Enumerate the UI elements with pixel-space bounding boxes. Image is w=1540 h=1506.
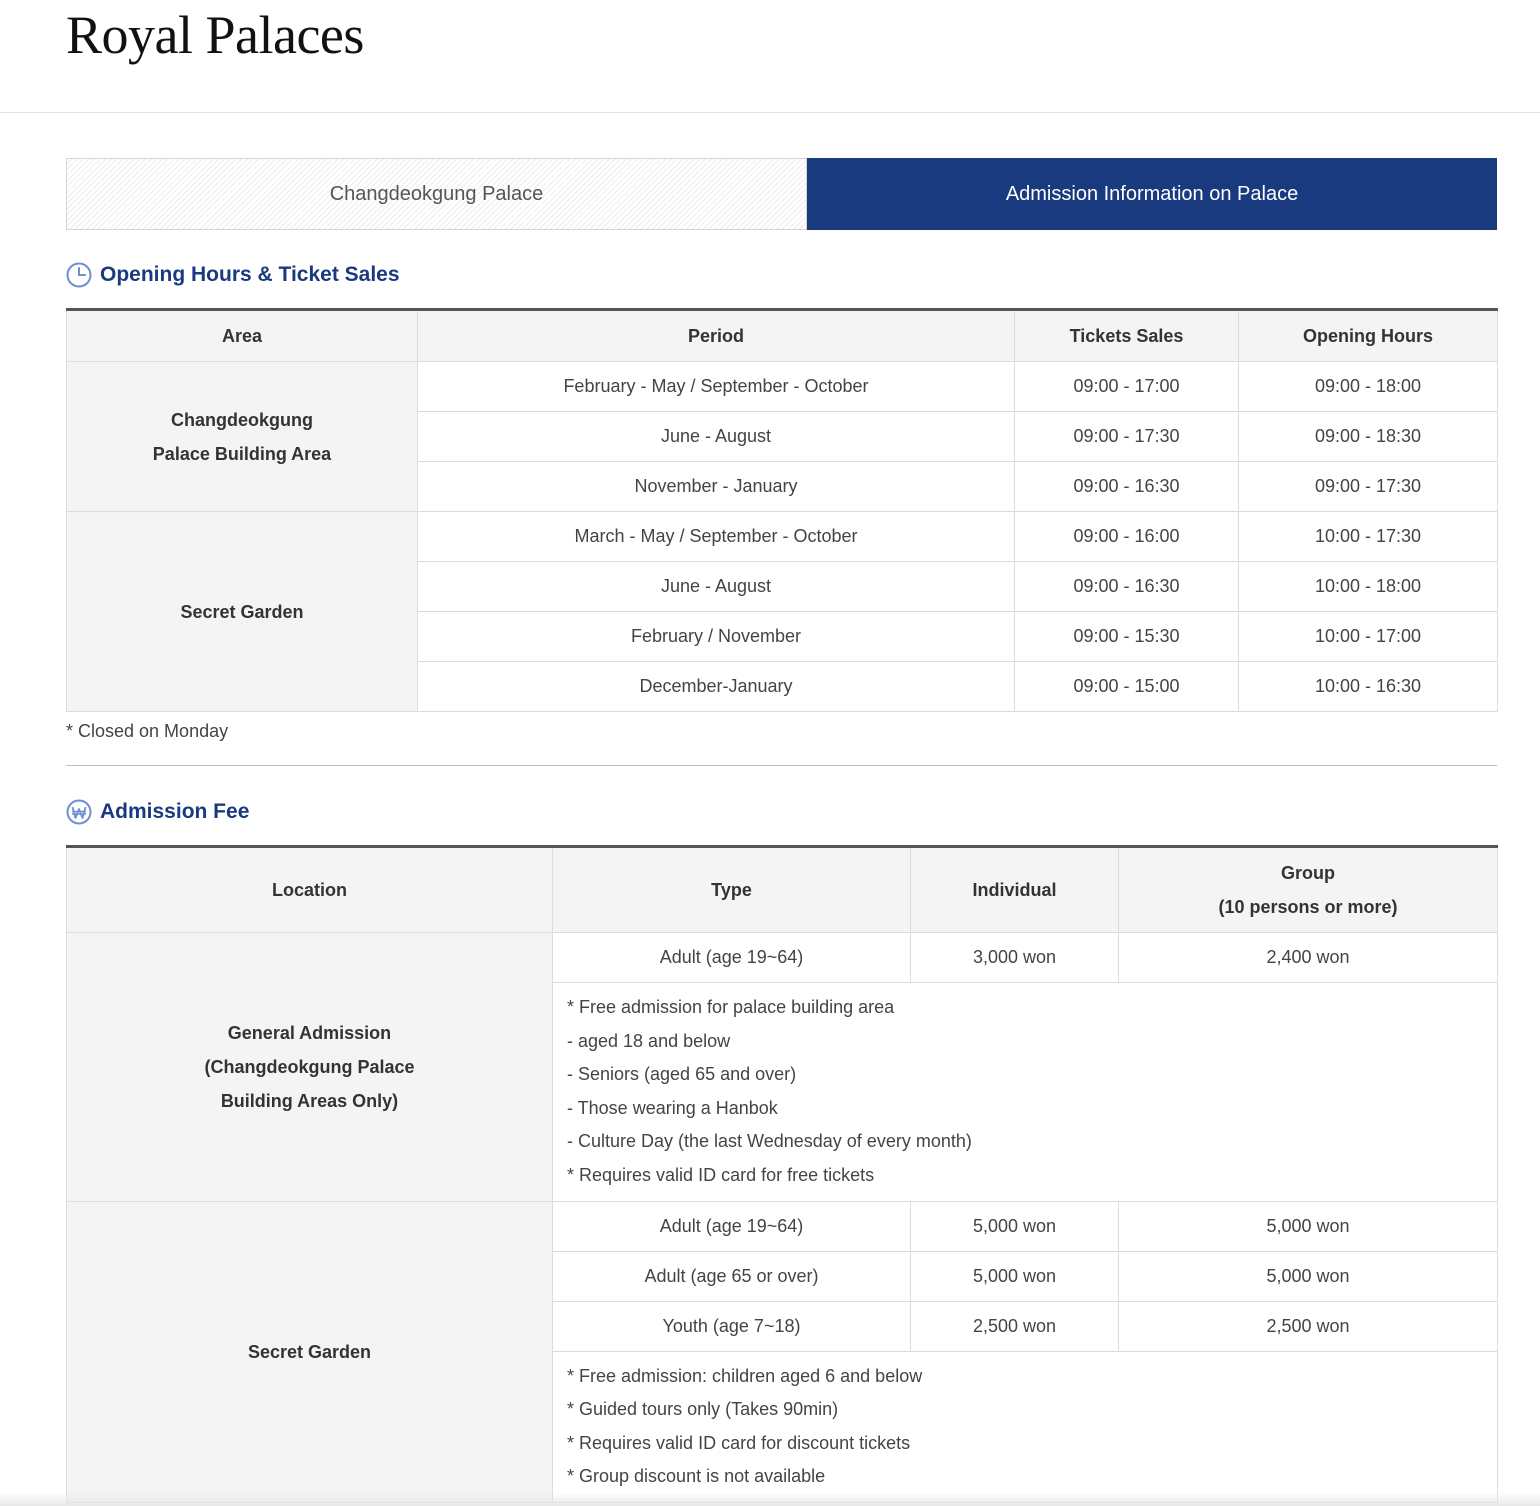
tab-bar <box>66 158 1497 230</box>
opening-cell: 10:00 - 16:30 <box>1239 662 1498 712</box>
note-line: * Guided tours only (Takes 90min) <box>567 1399 839 1420</box>
tickets-cell: 09:00 - 15:30 <box>1015 612 1239 662</box>
area-cell-secret-garden: Secret Garden <box>67 512 418 712</box>
period-cell: November - January <box>418 462 1015 512</box>
period-cell: March - May / September - October <box>418 512 1015 562</box>
header-type: Type <box>553 847 911 933</box>
header-individual: Individual <box>911 847 1119 933</box>
note-line: * Requires valid ID card for discount tickets <box>567 1432 911 1453</box>
tickets-cell: 09:00 - 17:30 <box>1015 412 1239 462</box>
location-name-line: (Changdeokgung Palace <box>204 1056 415 1077</box>
opening-hours-title-text: Opening Hours & Ticket Sales <box>100 263 400 286</box>
location-cell-secret-garden: Secret Garden <box>67 1201 553 1502</box>
note-line: - Culture Day (the last Wednesday of every month) <box>567 1131 972 1152</box>
group-cell: 5,000 won <box>1119 1201 1498 1251</box>
note-line: * Free admission: children aged 6 and below <box>567 1365 923 1386</box>
admission-fee-section-title <box>66 799 249 825</box>
area-name-line: Palace Building Area <box>152 443 332 464</box>
area-name-line: Changdeokgung <box>171 409 313 430</box>
admission-fee-title-text: Admission Fee <box>100 800 250 823</box>
group-cell: 2,500 won <box>1119 1301 1498 1351</box>
opening-cell: 09:00 - 18:30 <box>1239 412 1498 462</box>
individual-cell: 5,000 won <box>911 1251 1119 1301</box>
group-cell: 5,000 won <box>1119 1251 1498 1301</box>
clock-icon <box>66 262 92 288</box>
note-line: * Requires valid ID card for free tickets <box>567 1164 875 1185</box>
tickets-cell: 09:00 - 17:00 <box>1015 362 1239 412</box>
period-cell: February / November <box>418 612 1015 662</box>
closed-note: * Closed on Monday <box>66 721 229 741</box>
header-opening-hours: Opening Hours <box>1239 310 1498 362</box>
tickets-cell: 09:00 - 16:30 <box>1015 562 1239 612</box>
opening-cell: 10:00 - 17:30 <box>1239 512 1498 562</box>
type-cell: Adult (age 65 or over) <box>553 1251 911 1301</box>
type-cell: Adult (age 19~64) <box>553 1201 911 1251</box>
tickets-cell: 09:00 - 16:00 <box>1015 512 1239 562</box>
table-row <box>67 512 1498 562</box>
note-line: - aged 18 and below <box>567 1030 731 1051</box>
individual-cell: 3,000 won <box>911 933 1119 983</box>
tickets-cell: 09:00 - 16:30 <box>1015 462 1239 512</box>
location-name-line: Building Areas Only) <box>220 1090 399 1111</box>
period-cell: February - May / September - October <box>418 362 1015 412</box>
admission-fee-table <box>66 845 1498 1503</box>
header-period: Period <box>418 310 1015 362</box>
table-row <box>67 1201 1498 1251</box>
opening-hours-section-title <box>66 262 400 288</box>
area-cell-palace-building <box>67 362 418 512</box>
individual-cell: 2,500 won <box>911 1301 1119 1351</box>
opening-cell: 09:00 - 18:00 <box>1239 362 1498 412</box>
note-line: - Those wearing a Hanbok <box>567 1097 778 1118</box>
table-row <box>67 933 1498 983</box>
opening-cell: 10:00 - 17:00 <box>1239 612 1498 662</box>
opening-cell: 09:00 - 17:30 <box>1239 462 1498 512</box>
header-group-line: (10 persons or more) <box>1218 897 1398 917</box>
individual-cell: 5,000 won <box>911 1201 1119 1251</box>
header-group-line: Group <box>1281 863 1335 883</box>
opening-hours-table <box>66 308 1498 712</box>
notes-cell-general-admission <box>553 983 1498 1202</box>
type-cell: Youth (age 7~18) <box>553 1301 911 1351</box>
note-line: * Group discount is not available <box>567 1466 826 1487</box>
period-cell: June - August <box>418 412 1015 462</box>
period-cell: December-January <box>418 662 1015 712</box>
location-cell-general-admission <box>67 933 553 1202</box>
table-row <box>67 362 1498 412</box>
tab-admission-information[interactable]: Admission Information on Palace <box>807 158 1497 230</box>
header-group <box>1119 847 1498 933</box>
won-icon <box>66 799 92 825</box>
notes-cell-secret-garden <box>553 1351 1498 1502</box>
header-area: Area <box>67 310 418 362</box>
tab-changdeokgung-palace[interactable]: Changdeokgung Palace <box>66 158 807 230</box>
group-cell: 2,400 won <box>1119 933 1498 983</box>
header-location: Location <box>67 847 553 933</box>
header-tickets-sales: Tickets Sales <box>1015 310 1239 362</box>
location-name-line: General Admission <box>227 1022 392 1043</box>
type-cell: Adult (age 19~64) <box>553 933 911 983</box>
note-line: * Free admission for palace building area <box>567 997 895 1017</box>
page-header <box>0 0 1540 113</box>
note-line: - Seniors (aged 65 and over) <box>567 1064 797 1085</box>
opening-cell: 10:00 - 18:00 <box>1239 562 1498 612</box>
tickets-cell: 09:00 - 15:00 <box>1015 662 1239 712</box>
page-title: Royal Palaces <box>66 5 364 65</box>
period-cell: June - August <box>418 562 1015 612</box>
section-divider <box>66 765 1497 766</box>
